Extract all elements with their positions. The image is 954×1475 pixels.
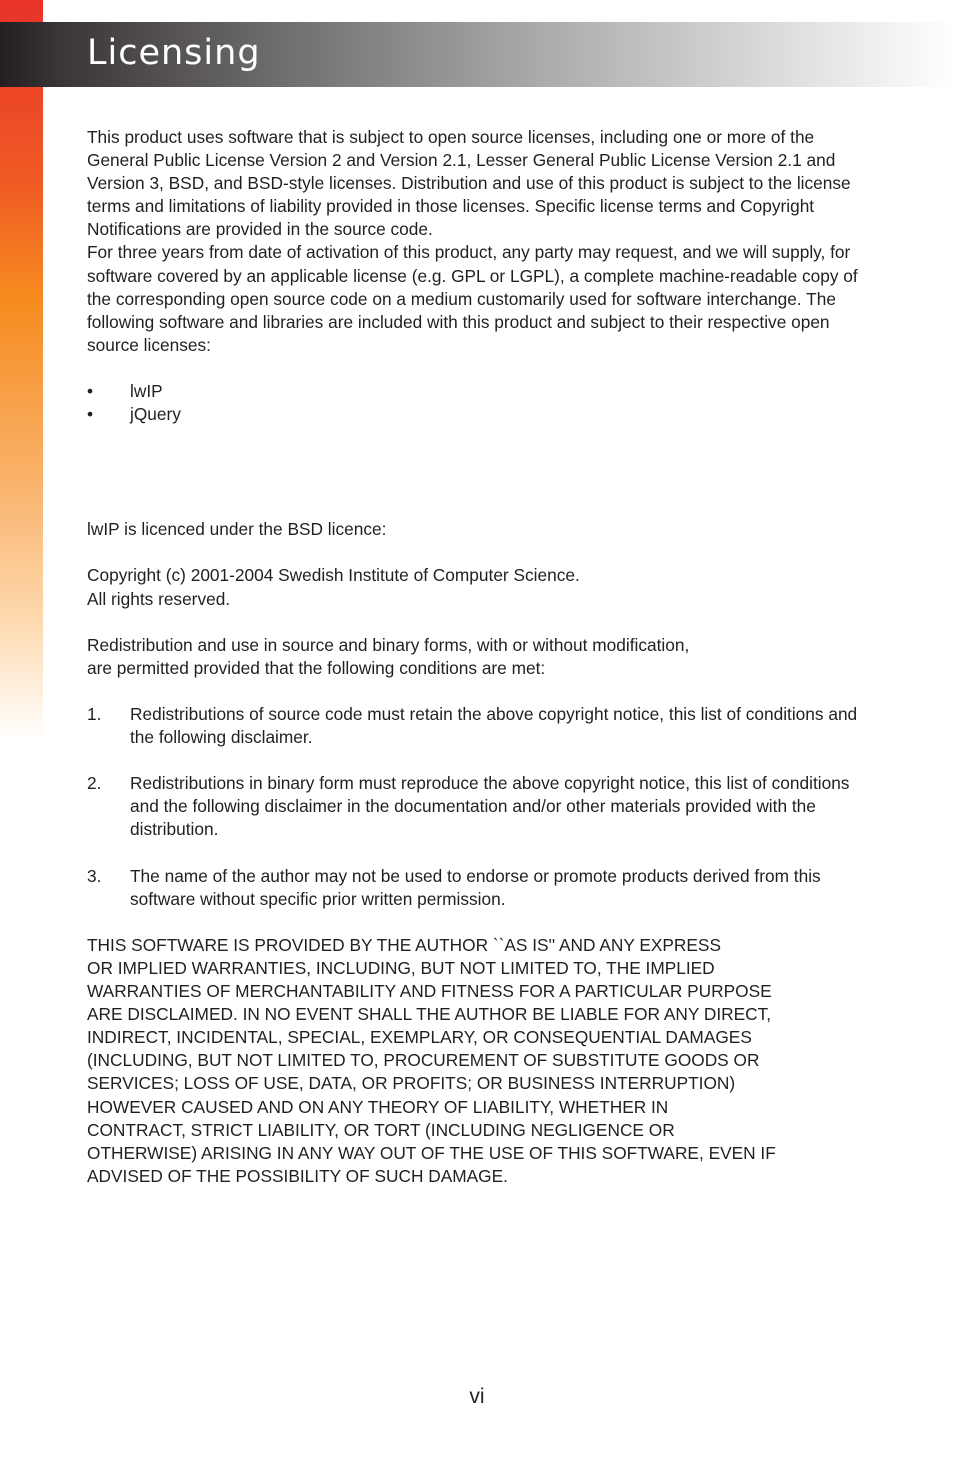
condition-text: Redistributions in binary form must reproduce the above copyright notice, this list of conditions and the following disclaimer in the documentation and/or other materials provided with the distribution. <box>130 773 850 840</box>
page-title: Licensing <box>87 33 261 73</box>
conditions-list <box>87 703 877 911</box>
disclaimer-line: OR IMPLIED WARRANTIES, INCLUDING, BUT NOT LIMITED TO, THE IMPLIED <box>87 958 715 978</box>
software-name: jQuery <box>130 404 181 425</box>
condition-text: Redistributions of source code must retain the above copyright notice, this list of conditions and the following disclaimer. <box>130 703 858 748</box>
intro-paragraph: This product uses software that is subject to open source licenses, including one or more of the General Public License Version 2 and Version 2.1, Lesser General Public License Version 2.1 and Version 3, BSD, and BSD-style licenses. Distribution and use of this product is subject to the license terms and limitations of liability provided in those licenses. Specific license terms and Copyright Notifications are provided in the source code. <box>87 127 851 240</box>
disclaimer-line: HOWEVER CAUSED AND ON ANY THEORY OF LIABILITY, WHETHER IN <box>87 1096 669 1117</box>
disclaimer-line: WARRANTIES OF MERCHANTABILITY AND FITNESS FOR A PARTICULAR PURPOSE <box>87 981 772 1002</box>
redistribution-line: are permitted provided that the following conditions are met: <box>87 657 546 678</box>
list-item <box>87 403 877 426</box>
redistribution-line: Redistribution and use in source and binary forms, with or without modification, <box>87 634 690 655</box>
copyright-line: Copyright (c) 2001-2004 Swedish Institute of Computer Science. <box>87 565 580 586</box>
side-accent-bar <box>0 0 43 740</box>
software-name: lwIP <box>130 381 163 402</box>
disclaimer-line: (INCLUDING, BUT NOT LIMITED TO, PROCUREMENT OF SUBSTITUTE GOODS OR <box>87 1050 760 1071</box>
licence-heading: lwIP is licenced under the BSD licence: <box>87 519 387 540</box>
disclaimer-line: ADVISED OF THE POSSIBILITY OF SUCH DAMAGE. <box>87 1165 508 1186</box>
page-number: vi <box>469 1385 485 1408</box>
condition-number: 2. <box>87 773 102 794</box>
list-item <box>87 772 877 841</box>
disclaimer-line: ARE DISCLAIMED. IN NO EVENT SHALL THE AUTHOR BE LIABLE FOR ANY DIRECT, <box>87 1004 772 1025</box>
rights-line: All rights reserved. <box>87 588 231 609</box>
disclaimer-line: OTHERWISE) ARISING IN ANY WAY OUT OF THE USE OF THIS SOFTWARE, EVEN IF <box>87 1142 776 1163</box>
disclaimer-line: THIS SOFTWARE IS PROVIDED BY THE AUTHOR ``AS IS'' AND ANY EXPRESS <box>87 934 721 955</box>
condition-number: 3. <box>87 865 102 886</box>
bullet-marker: • <box>87 381 94 402</box>
warranty-disclaimer <box>87 934 877 1188</box>
disclaimer-line: INDIRECT, INCIDENTAL, SPECIAL, EXEMPLARY, OR CONSEQUENTIAL DAMAGES <box>87 1027 752 1048</box>
condition-number: 1. <box>87 703 102 724</box>
condition-text: The name of the author may not be used to endorse or promote products derived from this software without specific prior written permission. <box>130 865 821 909</box>
main-content <box>87 126 877 1188</box>
disclaimer-line: SERVICES; LOSS OF USE, DATA, OR PROFITS; OR BUSINESS INTERRUPTION) <box>87 1073 736 1094</box>
source-offer-paragraph: For three years from date of activation of this product, any party may request, and we will supply, for software covered by an applicable license (e.g. GPL or LGPL), a complete machine-readable copy of the corresponding open source code on a medium customarily used for software interchange. The following software and libraries are included with this product and subject to their respective open source licenses: <box>87 242 858 355</box>
list-item <box>87 380 877 403</box>
disclaimer-line: CONTRACT, STRICT LIABILITY, OR TORT (INCLUDING NEGLIGENCE OR <box>87 1119 675 1140</box>
software-list <box>87 380 877 426</box>
list-item <box>87 703 877 749</box>
list-item <box>87 865 877 911</box>
bullet-marker: • <box>87 404 94 425</box>
